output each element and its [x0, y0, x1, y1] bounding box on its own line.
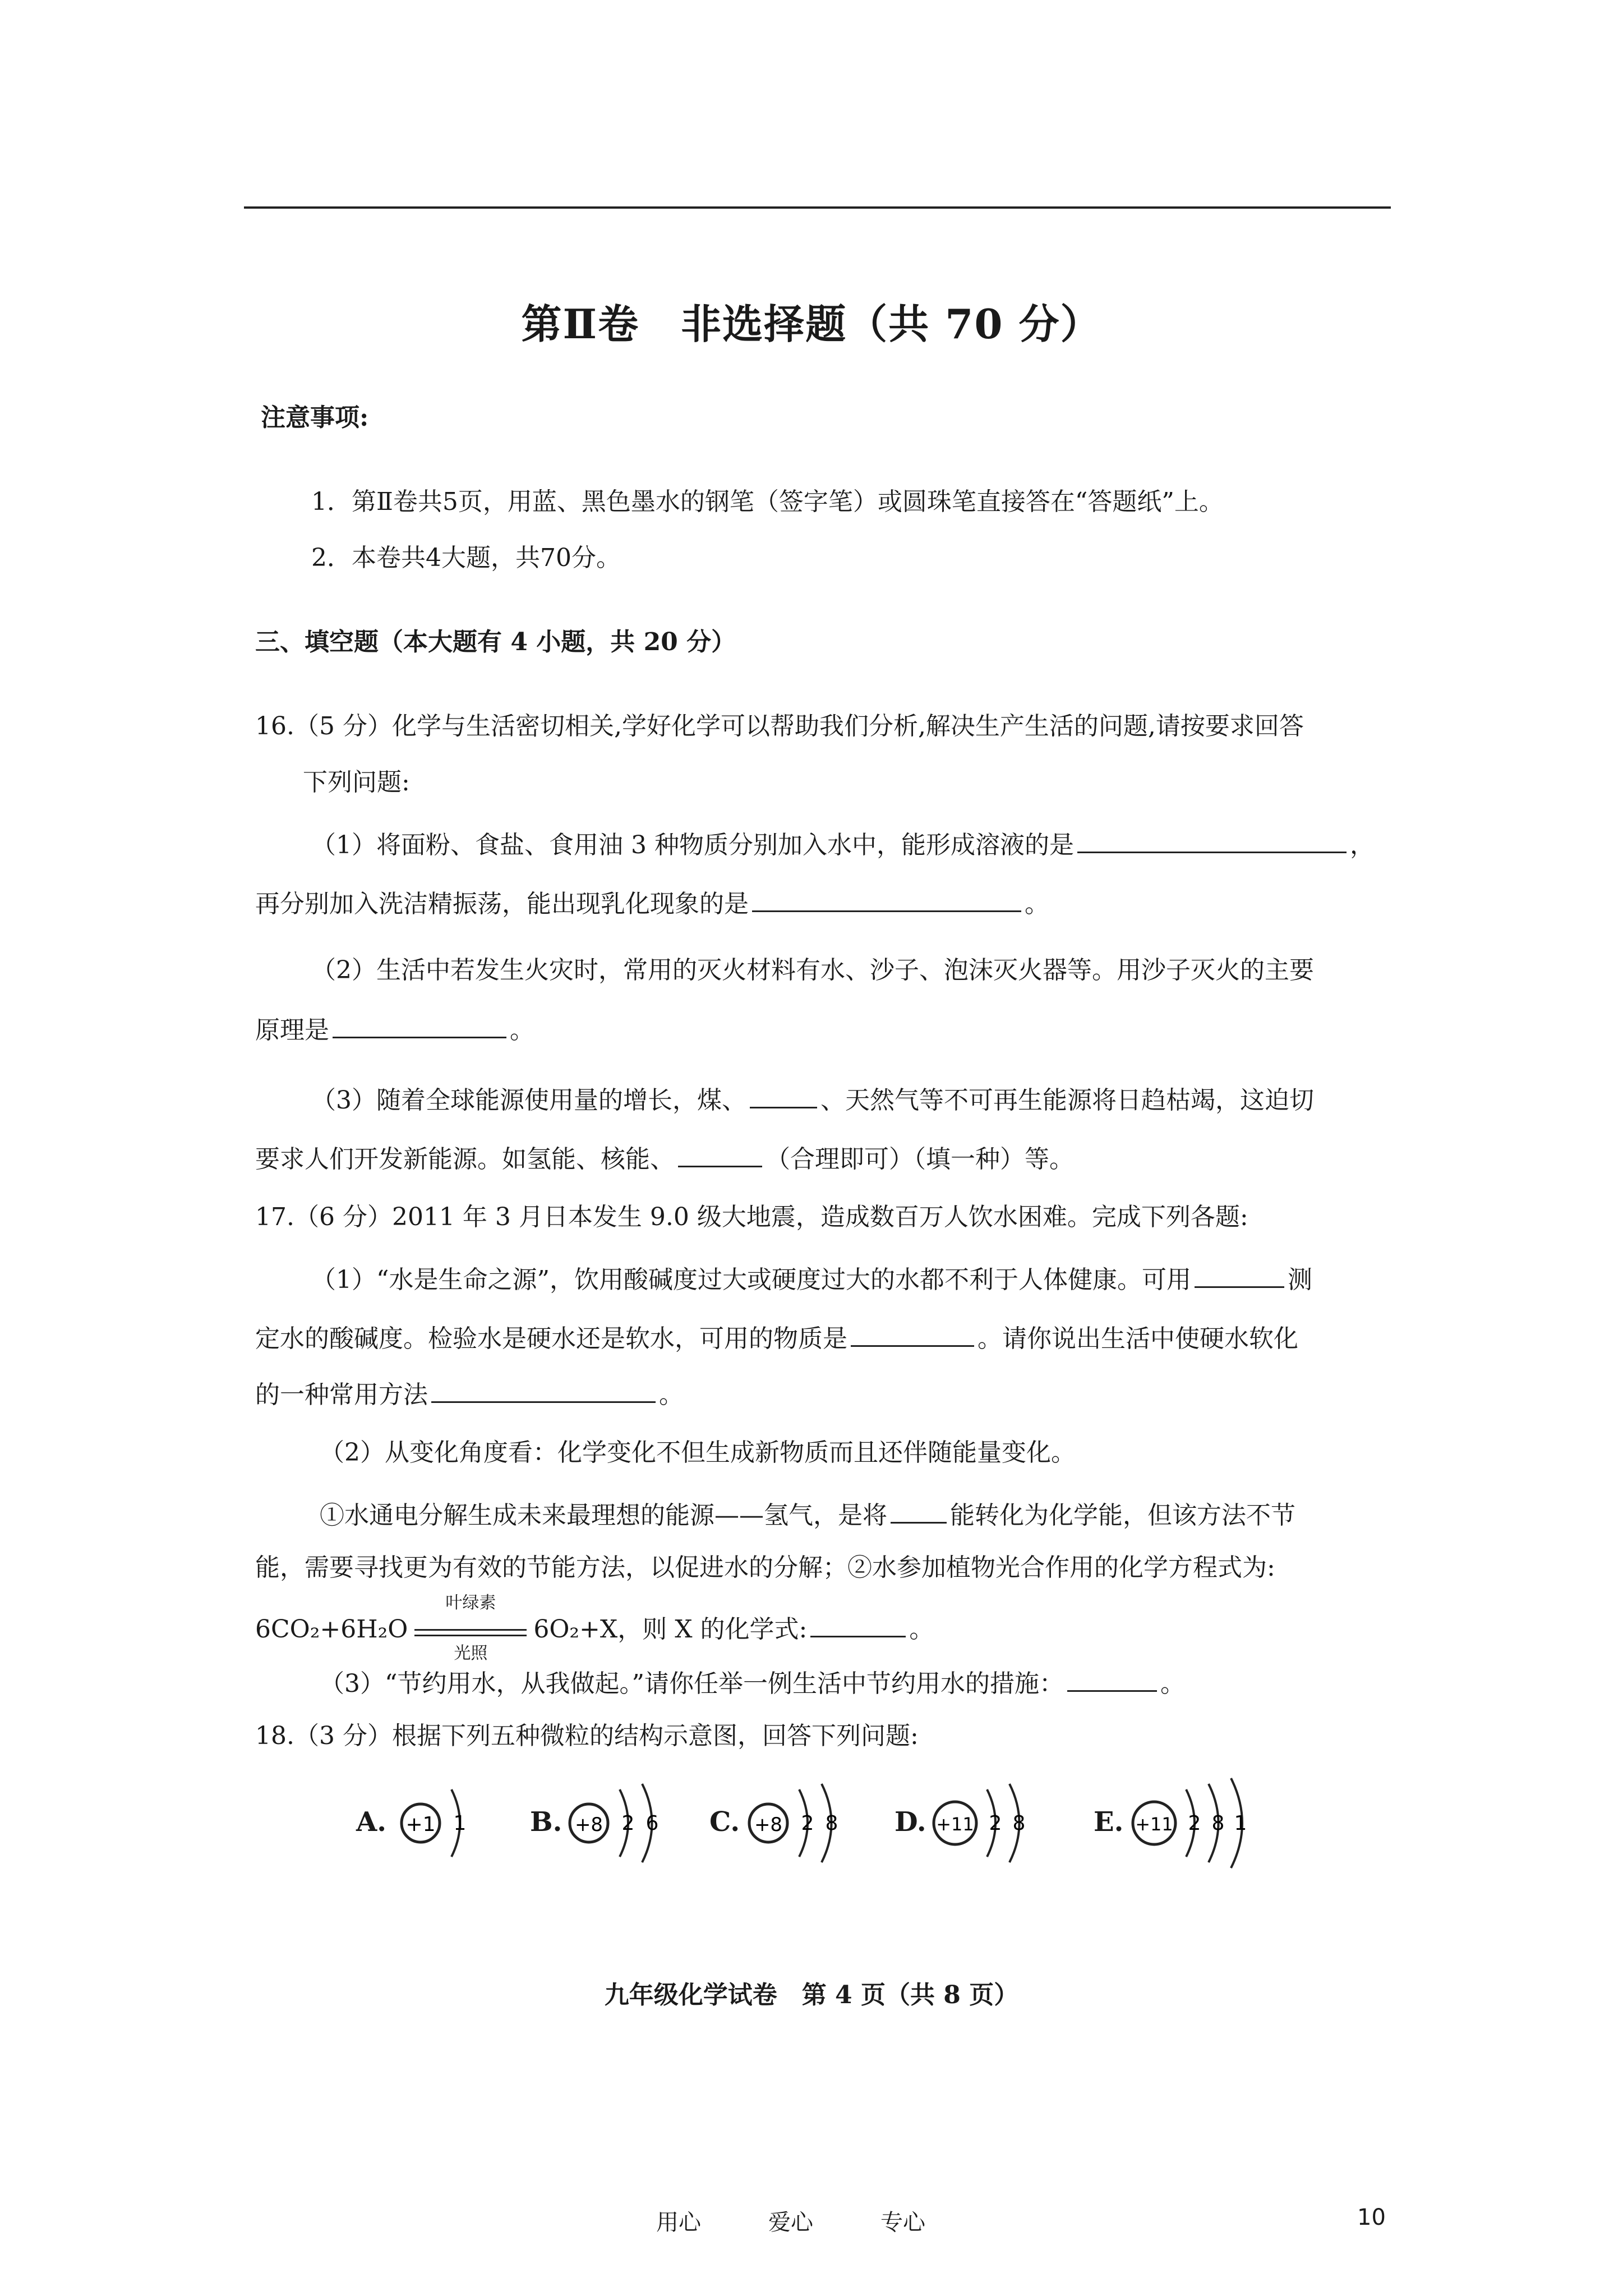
q17-line-8-end: 。	[1160, 1669, 1185, 1698]
q16-line-1: 16.（5 分）化学与生活密切相关,学好化学可以帮助我们分析,解决生产生活的问题,请按要求回答	[255, 712, 1304, 740]
motto-3: 专心	[880, 2210, 925, 2235]
answer-blank[interactable]	[1067, 1663, 1157, 1692]
nucleus-charge: +8	[574, 1814, 603, 1836]
q18-line-1: 18.（3 分）根据下列五种微粒的结构示意图，回答下列问题:	[255, 1722, 919, 1750]
exam-page-footer: 九年级化学试卷 第 4 页（共 8 页）	[604, 1981, 1019, 2009]
q16-line-4-text: 再分别加入洗洁精振荡，能出现乳化现象的是	[255, 890, 749, 918]
shell-electrons: 6	[645, 1812, 659, 1835]
particle-d	[895, 1767, 1063, 1879]
q17-line-2-end: 测	[1287, 1266, 1312, 1294]
answer-blank[interactable]	[891, 1495, 947, 1524]
q17-line-3	[255, 1318, 1298, 1356]
particle-c	[709, 1767, 866, 1879]
answer-blank[interactable]	[678, 1139, 762, 1167]
q16-line-8-text-2: （合理即可）（填一种）等。	[766, 1145, 1074, 1174]
q16-line-6-text: 原理是	[255, 1016, 329, 1045]
q16-line-2: 下列问题:	[303, 768, 410, 797]
equation-products: 6O₂+X，则 X 的化学式:	[533, 1615, 808, 1644]
answer-blank[interactable]	[752, 884, 1021, 912]
q17-line-4-end: 。	[659, 1381, 684, 1409]
page-number: 10	[1357, 2205, 1386, 2230]
q16-line-7-text: （3）随着全球能源使用量的增长，煤、	[311, 1086, 746, 1115]
atom-diagram-icon	[928, 1767, 1063, 1879]
q17-line-6-text-2: 能转化为化学能，但该方法不节	[950, 1501, 1295, 1530]
reaction-arrow	[414, 1593, 527, 1663]
nucleus-charge: +11	[1135, 1814, 1173, 1835]
nucleus-charge: +1	[405, 1813, 436, 1836]
q17-line-5: （2）从变化角度看：化学变化不但生成新物质而且还伴随能量变化。	[320, 1438, 1076, 1467]
q17-line-6	[320, 1495, 1295, 1533]
q16-line-3	[311, 825, 1375, 862]
q16-line-8	[255, 1139, 1074, 1176]
motto-2: 爱心	[768, 2210, 813, 2235]
q17-line-1: 17.（6 分）2011 年 3 月日本发生 9.0 级大地震，造成数百万人饮水困难。完成下列各题:	[255, 1203, 1248, 1231]
q16-line-3-end: ，	[1349, 831, 1375, 859]
nucleus-charge: +11	[936, 1814, 974, 1835]
equation-end: 。	[909, 1615, 934, 1644]
q16-line-6	[255, 1010, 534, 1047]
shell-electrons: 1	[453, 1812, 467, 1835]
shell-electrons: 1	[1234, 1812, 1247, 1835]
q16-line-4	[255, 884, 1049, 921]
page-title: 第Ⅱ卷 非选择题（共 70 分）	[521, 300, 1102, 348]
q16-line-4-end: 。	[1025, 890, 1049, 918]
q17-line-3-text-2: 。请你说出生活中使硬水软化	[978, 1324, 1298, 1353]
particle-e	[1094, 1767, 1284, 1879]
atom-diagram-icon	[1127, 1767, 1284, 1879]
particle-label: D.	[895, 1806, 926, 1838]
notice-item-1: 1．第Ⅱ卷共5页，用蓝、黑色墨水的钢笔（签字笔）或圆珠笔直接答在“答题纸”上。	[311, 487, 1224, 516]
q17-line-8	[320, 1663, 1185, 1701]
particle-label: B.	[530, 1806, 562, 1838]
answer-blank[interactable]	[431, 1374, 656, 1403]
q16-line-8-text: 要求人们开发新能源。如氢能、核能、	[255, 1145, 675, 1174]
answer-blank[interactable]	[1077, 825, 1347, 853]
atomic-structure-diagrams	[336, 1767, 1290, 1879]
section-heading: 三、填空题（本大题有 4 小题，共 20 分）	[255, 628, 736, 656]
shell-electrons: 2	[801, 1812, 814, 1835]
q17-line-6-text: ①水通电分解生成未来最理想的能源——氢气，是将	[320, 1501, 887, 1530]
nucleus-charge: +8	[754, 1814, 783, 1836]
q16-line-7	[311, 1080, 1314, 1117]
notice-heading: 注意事项:	[261, 403, 369, 432]
q17-line-8-text: （3）“节约用水，从我做起。”请你任举一例生活中节约用水的措施：	[320, 1669, 1064, 1698]
motto-1: 用心	[656, 2210, 701, 2235]
particle-label: C.	[709, 1806, 740, 1838]
particle-a	[356, 1767, 479, 1879]
condition-catalyst: 叶绿素	[445, 1593, 496, 1613]
atom-diagram-icon	[395, 1767, 479, 1879]
shell-electrons: 2	[989, 1812, 1002, 1835]
q16-line-3-text: （1）将面粉、食盐、食用油 3 种物质分别加入水中，能形成溶液的是	[311, 831, 1074, 859]
q17-line-3-text: 定水的酸碱度。检验水是硬水还是软水，可用的物质是	[255, 1324, 847, 1353]
condition-light: 光照	[454, 1643, 488, 1663]
q17-line-7: 能，需要寻找更为有效的节能方法，以促进水的分解；②水参加植物光合作用的化学方程式为:	[255, 1553, 1275, 1582]
q17-line-2-text: （1）“水是生命之源”，饮用酸碱度过大或硬度过大的水都不利于人体健康。可用	[311, 1266, 1191, 1294]
answer-blank[interactable]	[750, 1080, 817, 1108]
shell-electrons: 8	[1012, 1812, 1026, 1835]
q16-line-5: （2）生活中若发生火灾时，常用的灭火材料有水、沙子、泡沫灭火器等。用沙子灭火的主要	[311, 956, 1314, 984]
header-rule	[244, 206, 1391, 209]
photosynthesis-equation	[255, 1593, 934, 1663]
q16-line-7-text-2: 、天然气等不可再生能源将日趋枯竭，这迫切	[820, 1086, 1314, 1115]
shell-electrons: 2	[621, 1812, 635, 1835]
atom-diagram-icon	[564, 1767, 687, 1879]
atom-diagram-icon	[743, 1767, 866, 1879]
answer-blank[interactable]	[810, 1609, 906, 1637]
shell-electrons: 8	[1211, 1812, 1225, 1835]
shell-electrons: 8	[825, 1812, 838, 1835]
answer-blank[interactable]	[333, 1010, 506, 1038]
q17-line-2	[311, 1259, 1312, 1297]
q17-line-4	[255, 1374, 684, 1412]
q16-line-6-end: 。	[510, 1016, 534, 1045]
particle-label: A.	[356, 1806, 386, 1838]
shell-electrons: 2	[1188, 1812, 1201, 1835]
answer-blank[interactable]	[1195, 1259, 1284, 1288]
equation-reactants: 6CO₂+6H₂O	[255, 1615, 408, 1644]
q17-line-4-text: 的一种常用方法	[255, 1381, 428, 1409]
particle-b	[530, 1767, 687, 1879]
answer-blank[interactable]	[851, 1318, 974, 1347]
notice-item-2: 2．本卷共4大题，共70分。	[311, 544, 621, 572]
particle-label: E.	[1094, 1806, 1124, 1838]
